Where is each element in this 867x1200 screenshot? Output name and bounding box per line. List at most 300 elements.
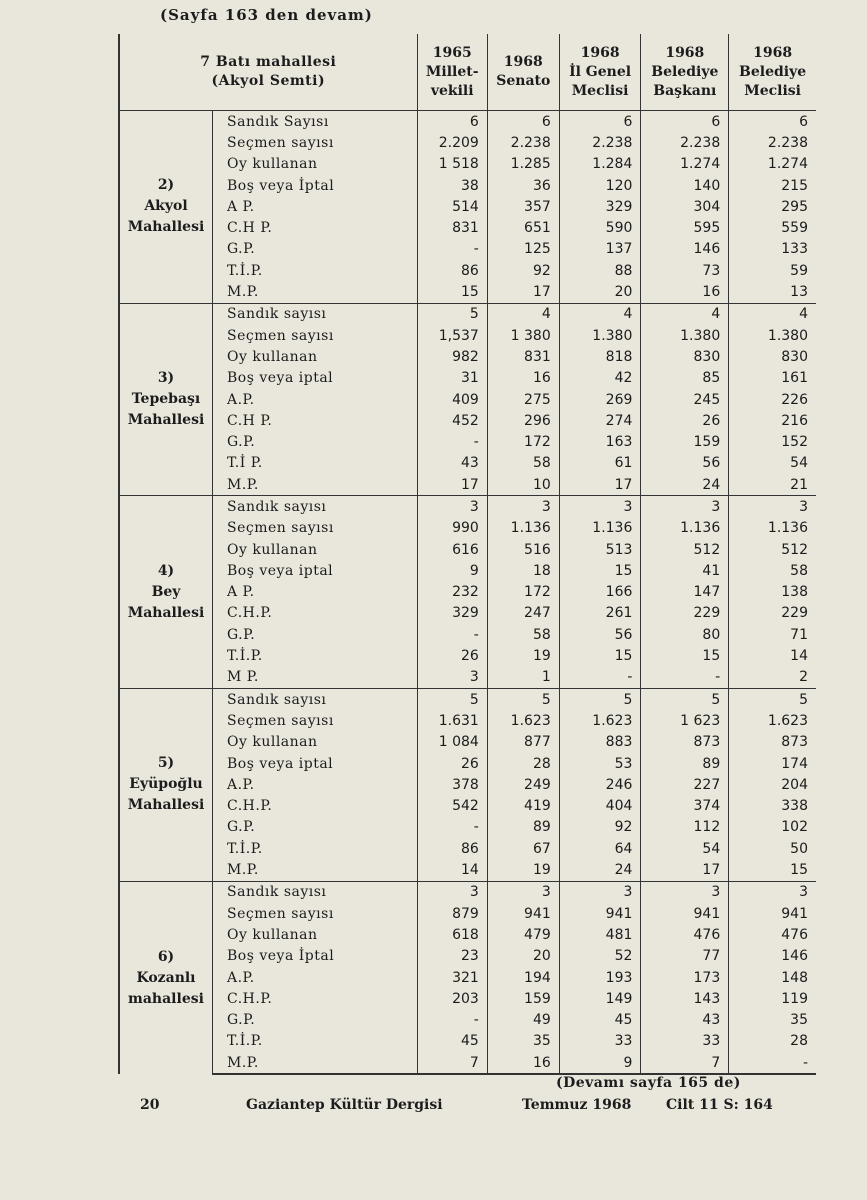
vote-cell: 58: [729, 560, 816, 581]
table-row: [119, 346, 816, 367]
vote-cell: 476: [641, 924, 729, 945]
vote-cell: 89: [487, 817, 559, 838]
table-row: [119, 859, 816, 881]
vote-cell: 119: [729, 988, 816, 1009]
vote-cell: 85: [641, 368, 729, 389]
row-label: Seçmen sayısı: [213, 710, 418, 731]
vote-cell: 3: [417, 496, 487, 518]
vote-cell: 269: [559, 389, 641, 410]
vote-cell: 120: [559, 175, 641, 196]
continuation-note: (Sayfa 163 den devam): [160, 6, 373, 24]
vote-cell: 14: [417, 859, 487, 881]
vote-cell: 1.380: [641, 325, 729, 346]
vote-cell: 1.631: [417, 710, 487, 731]
vote-cell: 2.209: [417, 132, 487, 153]
vote-cell: 140: [641, 175, 729, 196]
column-header-belediye-baskani-1968: 1968 Belediye Başkanı: [641, 34, 729, 111]
vote-cell: 17: [641, 859, 729, 881]
vote-cell: 26: [641, 410, 729, 431]
vote-cell: 20: [559, 281, 641, 303]
row-label: A.P.: [213, 389, 418, 410]
vote-cell: 516: [487, 539, 559, 560]
vote-cell: 146: [729, 946, 816, 967]
table-row: [119, 217, 816, 238]
row-label: Sandık Sayısı: [213, 111, 418, 133]
table-row: [119, 624, 816, 645]
vote-cell: 149: [559, 988, 641, 1009]
vote-cell: 941: [487, 903, 559, 924]
vote-cell: 3: [729, 881, 816, 903]
vote-cell: 28: [487, 753, 559, 774]
vote-cell: 58: [487, 453, 559, 474]
issue-number: Cilt 11 S: 164: [666, 1097, 773, 1113]
vote-cell: 274: [559, 410, 641, 431]
vote-cell: 419: [487, 796, 559, 817]
row-label: G.P.: [213, 1009, 418, 1030]
vote-cell: 23: [417, 946, 487, 967]
vote-cell: 830: [641, 346, 729, 367]
vote-cell: 50: [729, 838, 816, 859]
row-label: Sandık sayısı: [213, 496, 418, 518]
table-row: [119, 732, 816, 753]
vote-cell: 877: [487, 732, 559, 753]
vote-cell: 831: [487, 346, 559, 367]
vote-cell: 512: [729, 539, 816, 560]
journal-name: Gaziantep Kültür Dergisi: [246, 1097, 443, 1113]
vote-cell: 77: [641, 946, 729, 967]
vote-cell: 215: [729, 175, 816, 196]
row-label: T.İ.P.: [213, 1031, 418, 1052]
row-label: Oy kullanan: [213, 539, 418, 560]
vote-cell: 357: [487, 196, 559, 217]
table-row: [119, 389, 816, 410]
row-label: A P.: [213, 196, 418, 217]
vote-cell: 1.623: [559, 710, 641, 731]
vote-cell: 161: [729, 368, 816, 389]
table-row: [119, 838, 816, 859]
vote-cell: 1.623: [729, 710, 816, 731]
vote-cell: 618: [417, 924, 487, 945]
table-row: [119, 1052, 816, 1074]
vote-cell: 3: [559, 496, 641, 518]
vote-cell: 147: [641, 582, 729, 603]
row-label: Seçmen sayısı: [213, 325, 418, 346]
vote-cell: 45: [417, 1031, 487, 1052]
results-body: [119, 111, 816, 1075]
vote-cell: 1: [487, 667, 559, 689]
table-row: [119, 774, 816, 795]
vote-cell: 112: [641, 817, 729, 838]
vote-cell: 229: [729, 603, 816, 624]
continued-note: (Devamı sayfa 165 de): [556, 1075, 741, 1091]
mahalle-name: 4) Bey Mahallesi: [119, 496, 213, 689]
vote-cell: 818: [559, 346, 641, 367]
table-row: [119, 175, 816, 196]
table-row: [119, 689, 816, 711]
column-header-senato-1968: 1968 Senato: [487, 34, 559, 111]
vote-cell: 2.238: [487, 132, 559, 153]
issue-date: Temmuz 1968: [522, 1097, 632, 1113]
vote-cell: 16: [641, 281, 729, 303]
vote-cell: 35: [487, 1031, 559, 1052]
vote-cell: 6: [417, 111, 487, 133]
vote-cell: 1.136: [559, 518, 641, 539]
vote-cell: 24: [559, 859, 641, 881]
vote-cell: 26: [417, 645, 487, 666]
vote-cell: 166: [559, 582, 641, 603]
vote-cell: 374: [641, 796, 729, 817]
vote-cell: 194: [487, 967, 559, 988]
vote-cell: -: [641, 667, 729, 689]
vote-cell: 249: [487, 774, 559, 795]
row-label: Oy kullanan: [213, 924, 418, 945]
vote-cell: 18: [487, 560, 559, 581]
vote-cell: 15: [417, 281, 487, 303]
vote-cell: 275: [487, 389, 559, 410]
vote-cell: -: [417, 817, 487, 838]
vote-cell: 172: [487, 431, 559, 452]
vote-cell: 3: [417, 667, 487, 689]
row-label: T.İ.P.: [213, 838, 418, 859]
vote-cell: 15: [559, 645, 641, 666]
vote-cell: 7: [641, 1052, 729, 1074]
vote-cell: 232: [417, 582, 487, 603]
vote-cell: 3: [641, 881, 729, 903]
row-label: Oy kullanan: [213, 154, 418, 175]
table-row: [119, 1009, 816, 1030]
vote-cell: 982: [417, 346, 487, 367]
vote-cell: 38: [417, 175, 487, 196]
table-row: [119, 239, 816, 260]
row-label: Oy kullanan: [213, 346, 418, 367]
vote-cell: 64: [559, 838, 641, 859]
vote-cell: -: [417, 624, 487, 645]
vote-cell: 152: [729, 431, 816, 452]
vote-cell: 873: [641, 732, 729, 753]
vote-cell: 6: [559, 111, 641, 133]
vote-cell: 49: [487, 1009, 559, 1030]
vote-cell: 830: [729, 346, 816, 367]
vote-cell: 4: [559, 303, 641, 325]
vote-cell: 67: [487, 838, 559, 859]
vote-cell: 133: [729, 239, 816, 260]
table-row: [119, 281, 816, 303]
vote-cell: 73: [641, 260, 729, 281]
vote-cell: 1,537: [417, 325, 487, 346]
column-header-belediye-meclisi-1968: 1968 Belediye Meclisi: [729, 34, 816, 111]
table-row: [119, 582, 816, 603]
table-row: [119, 111, 816, 133]
vote-cell: 138: [729, 582, 816, 603]
vote-cell: 941: [729, 903, 816, 924]
vote-cell: 146: [641, 239, 729, 260]
vote-cell: 203: [417, 988, 487, 1009]
vote-cell: -: [559, 667, 641, 689]
vote-cell: 1.274: [641, 154, 729, 175]
vote-cell: 295: [729, 196, 816, 217]
vote-cell: 159: [487, 988, 559, 1009]
vote-cell: -: [417, 431, 487, 452]
vote-cell: 512: [641, 539, 729, 560]
table-row: [119, 410, 816, 431]
vote-cell: 559: [729, 217, 816, 238]
table-row: [119, 518, 816, 539]
vote-cell: 102: [729, 817, 816, 838]
vote-cell: 5: [417, 303, 487, 325]
vote-cell: 1.284: [559, 154, 641, 175]
vote-cell: 941: [559, 903, 641, 924]
area-column-header: 7 Batı mahallesi (Akyol Semti): [119, 34, 417, 111]
vote-cell: 86: [417, 838, 487, 859]
row-label: M.P.: [213, 1052, 418, 1074]
vote-cell: 41: [641, 560, 729, 581]
vote-cell: 941: [641, 903, 729, 924]
vote-cell: 43: [417, 453, 487, 474]
vote-cell: 61: [559, 453, 641, 474]
vote-cell: 1 084: [417, 732, 487, 753]
vote-cell: 3: [417, 881, 487, 903]
vote-cell: 5: [487, 689, 559, 711]
vote-cell: 15: [729, 859, 816, 881]
vote-cell: 3: [487, 881, 559, 903]
vote-cell: 883: [559, 732, 641, 753]
vote-cell: 452: [417, 410, 487, 431]
table-row: [119, 603, 816, 624]
vote-cell: 17: [559, 474, 641, 496]
vote-cell: 2: [729, 667, 816, 689]
vote-cell: 125: [487, 239, 559, 260]
vote-cell: 616: [417, 539, 487, 560]
vote-cell: 245: [641, 389, 729, 410]
vote-cell: 2.238: [729, 132, 816, 153]
vote-cell: 1 623: [641, 710, 729, 731]
vote-cell: 3: [729, 496, 816, 518]
mahalle-name: 6) Kozanlı mahallesi: [119, 881, 213, 1074]
vote-cell: 3: [559, 881, 641, 903]
vote-cell: 53: [559, 753, 641, 774]
vote-cell: 3: [487, 496, 559, 518]
table-row: [119, 496, 816, 518]
vote-cell: 56: [641, 453, 729, 474]
vote-cell: 6: [641, 111, 729, 133]
row-label: A P.: [213, 582, 418, 603]
table-row: [119, 667, 816, 689]
vote-cell: 227: [641, 774, 729, 795]
row-label: Seçmen sayısı: [213, 903, 418, 924]
vote-cell: 409: [417, 389, 487, 410]
vote-cell: 174: [729, 753, 816, 774]
vote-cell: 9: [417, 560, 487, 581]
row-label: G.P.: [213, 624, 418, 645]
row-label: C.H.P.: [213, 988, 418, 1009]
vote-cell: 16: [487, 1052, 559, 1074]
row-label: Boş veya iptal: [213, 560, 418, 581]
vote-cell: 92: [559, 817, 641, 838]
row-label: Oy kullanan: [213, 732, 418, 753]
table-header-row: [119, 34, 816, 111]
row-label: Sandık sayısı: [213, 881, 418, 903]
mahalle-name: 5) Eyüpoğlu Mahallesi: [119, 689, 213, 882]
vote-cell: 1.380: [559, 325, 641, 346]
vote-cell: 226: [729, 389, 816, 410]
table-row: [119, 132, 816, 153]
table-row: [119, 753, 816, 774]
table-row: [119, 881, 816, 903]
vote-cell: 58: [487, 624, 559, 645]
page-number: 20: [140, 1097, 160, 1113]
table-row: [119, 260, 816, 281]
vote-cell: 21: [729, 474, 816, 496]
vote-cell: 595: [641, 217, 729, 238]
vote-cell: 4: [729, 303, 816, 325]
vote-cell: 172: [487, 582, 559, 603]
vote-cell: 1.136: [487, 518, 559, 539]
vote-cell: 5: [417, 689, 487, 711]
vote-cell: 514: [417, 196, 487, 217]
row-label: Sandık sayısı: [213, 303, 418, 325]
vote-cell: 378: [417, 774, 487, 795]
vote-cell: 88: [559, 260, 641, 281]
row-label: C.H.P.: [213, 603, 418, 624]
row-label: C.H P.: [213, 217, 418, 238]
vote-cell: 56: [559, 624, 641, 645]
vote-cell: 5: [641, 689, 729, 711]
vote-cell: 204: [729, 774, 816, 795]
table-row: [119, 710, 816, 731]
vote-cell: 59: [729, 260, 816, 281]
vote-cell: 542: [417, 796, 487, 817]
vote-cell: 3: [641, 496, 729, 518]
vote-cell: 148: [729, 967, 816, 988]
vote-cell: 71: [729, 624, 816, 645]
vote-cell: 329: [417, 603, 487, 624]
vote-cell: 20: [487, 946, 559, 967]
vote-cell: 651: [487, 217, 559, 238]
row-label: Boş veya iptal: [213, 368, 418, 389]
vote-cell: 338: [729, 796, 816, 817]
table-row: [119, 988, 816, 1009]
row-label: C.H P.: [213, 410, 418, 431]
vote-cell: 17: [417, 474, 487, 496]
table-row: [119, 903, 816, 924]
row-label: Boş veya iptal: [213, 753, 418, 774]
row-label: M.P.: [213, 474, 418, 496]
vote-cell: 479: [487, 924, 559, 945]
vote-cell: 80: [641, 624, 729, 645]
vote-cell: 1 380: [487, 325, 559, 346]
vote-cell: 89: [641, 753, 729, 774]
vote-cell: 1.136: [641, 518, 729, 539]
vote-cell: 9: [559, 1052, 641, 1074]
vote-cell: 143: [641, 988, 729, 1009]
vote-cell: 26: [417, 753, 487, 774]
vote-cell: 1.136: [729, 518, 816, 539]
vote-cell: 2.238: [641, 132, 729, 153]
vote-cell: 33: [559, 1031, 641, 1052]
row-label: A.P.: [213, 967, 418, 988]
vote-cell: 24: [641, 474, 729, 496]
vote-cell: 216: [729, 410, 816, 431]
vote-cell: 6: [729, 111, 816, 133]
vote-cell: 173: [641, 967, 729, 988]
row-label: A.P.: [213, 774, 418, 795]
table-row: [119, 303, 816, 325]
row-label: C.H.P.: [213, 796, 418, 817]
vote-cell: -: [417, 1009, 487, 1030]
election-results-table: [118, 34, 816, 1075]
mahalle-name: 3) Tepebaşı Mahallesi: [119, 303, 213, 496]
row-label: Sandık sayısı: [213, 689, 418, 711]
vote-cell: 296: [487, 410, 559, 431]
row-label: Boş veya İptal: [213, 946, 418, 967]
vote-cell: 193: [559, 967, 641, 988]
row-label: M P.: [213, 667, 418, 689]
table-row: [119, 967, 816, 988]
vote-cell: 15: [641, 645, 729, 666]
vote-cell: 873: [729, 732, 816, 753]
vote-cell: -: [417, 239, 487, 260]
vote-cell: 54: [641, 838, 729, 859]
vote-cell: 4: [641, 303, 729, 325]
row-label: G.P.: [213, 239, 418, 260]
table-row: [119, 539, 816, 560]
vote-cell: 6: [487, 111, 559, 133]
vote-cell: 33: [641, 1031, 729, 1052]
vote-cell: 43: [641, 1009, 729, 1030]
table-row: [119, 368, 816, 389]
vote-cell: 7: [417, 1052, 487, 1074]
mahalle-name: 2) Akyol Mahallesi: [119, 111, 213, 304]
table-row: [119, 645, 816, 666]
vote-cell: 52: [559, 946, 641, 967]
table-row: [119, 154, 816, 175]
row-label: T.İ.P.: [213, 260, 418, 281]
row-label: Seçmen sayısı: [213, 132, 418, 153]
table-row: [119, 431, 816, 452]
vote-cell: 4: [487, 303, 559, 325]
table-row: [119, 946, 816, 967]
vote-cell: 42: [559, 368, 641, 389]
row-label: M.P.: [213, 859, 418, 881]
vote-cell: 831: [417, 217, 487, 238]
table-row: [119, 560, 816, 581]
table-row: [119, 796, 816, 817]
row-label: T.İ.P.: [213, 645, 418, 666]
vote-cell: 31: [417, 368, 487, 389]
vote-cell: 481: [559, 924, 641, 945]
vote-cell: 247: [487, 603, 559, 624]
vote-cell: 137: [559, 239, 641, 260]
vote-cell: 513: [559, 539, 641, 560]
vote-cell: 17: [487, 281, 559, 303]
column-header-il-genel-meclisi-1968: 1968 İl Genel Meclisi: [559, 34, 641, 111]
row-label: G.P.: [213, 431, 418, 452]
vote-cell: 159: [641, 431, 729, 452]
table-row: [119, 924, 816, 945]
vote-cell: 19: [487, 859, 559, 881]
vote-cell: 329: [559, 196, 641, 217]
vote-cell: 92: [487, 260, 559, 281]
vote-cell: 1 518: [417, 154, 487, 175]
vote-cell: 590: [559, 217, 641, 238]
column-header-milletvekili-1965: 1965 Millet- vekili: [417, 34, 487, 111]
vote-cell: 404: [559, 796, 641, 817]
table-row: [119, 474, 816, 496]
vote-cell: 246: [559, 774, 641, 795]
vote-cell: 261: [559, 603, 641, 624]
row-label: Boş veya İptal: [213, 175, 418, 196]
vote-cell: 879: [417, 903, 487, 924]
